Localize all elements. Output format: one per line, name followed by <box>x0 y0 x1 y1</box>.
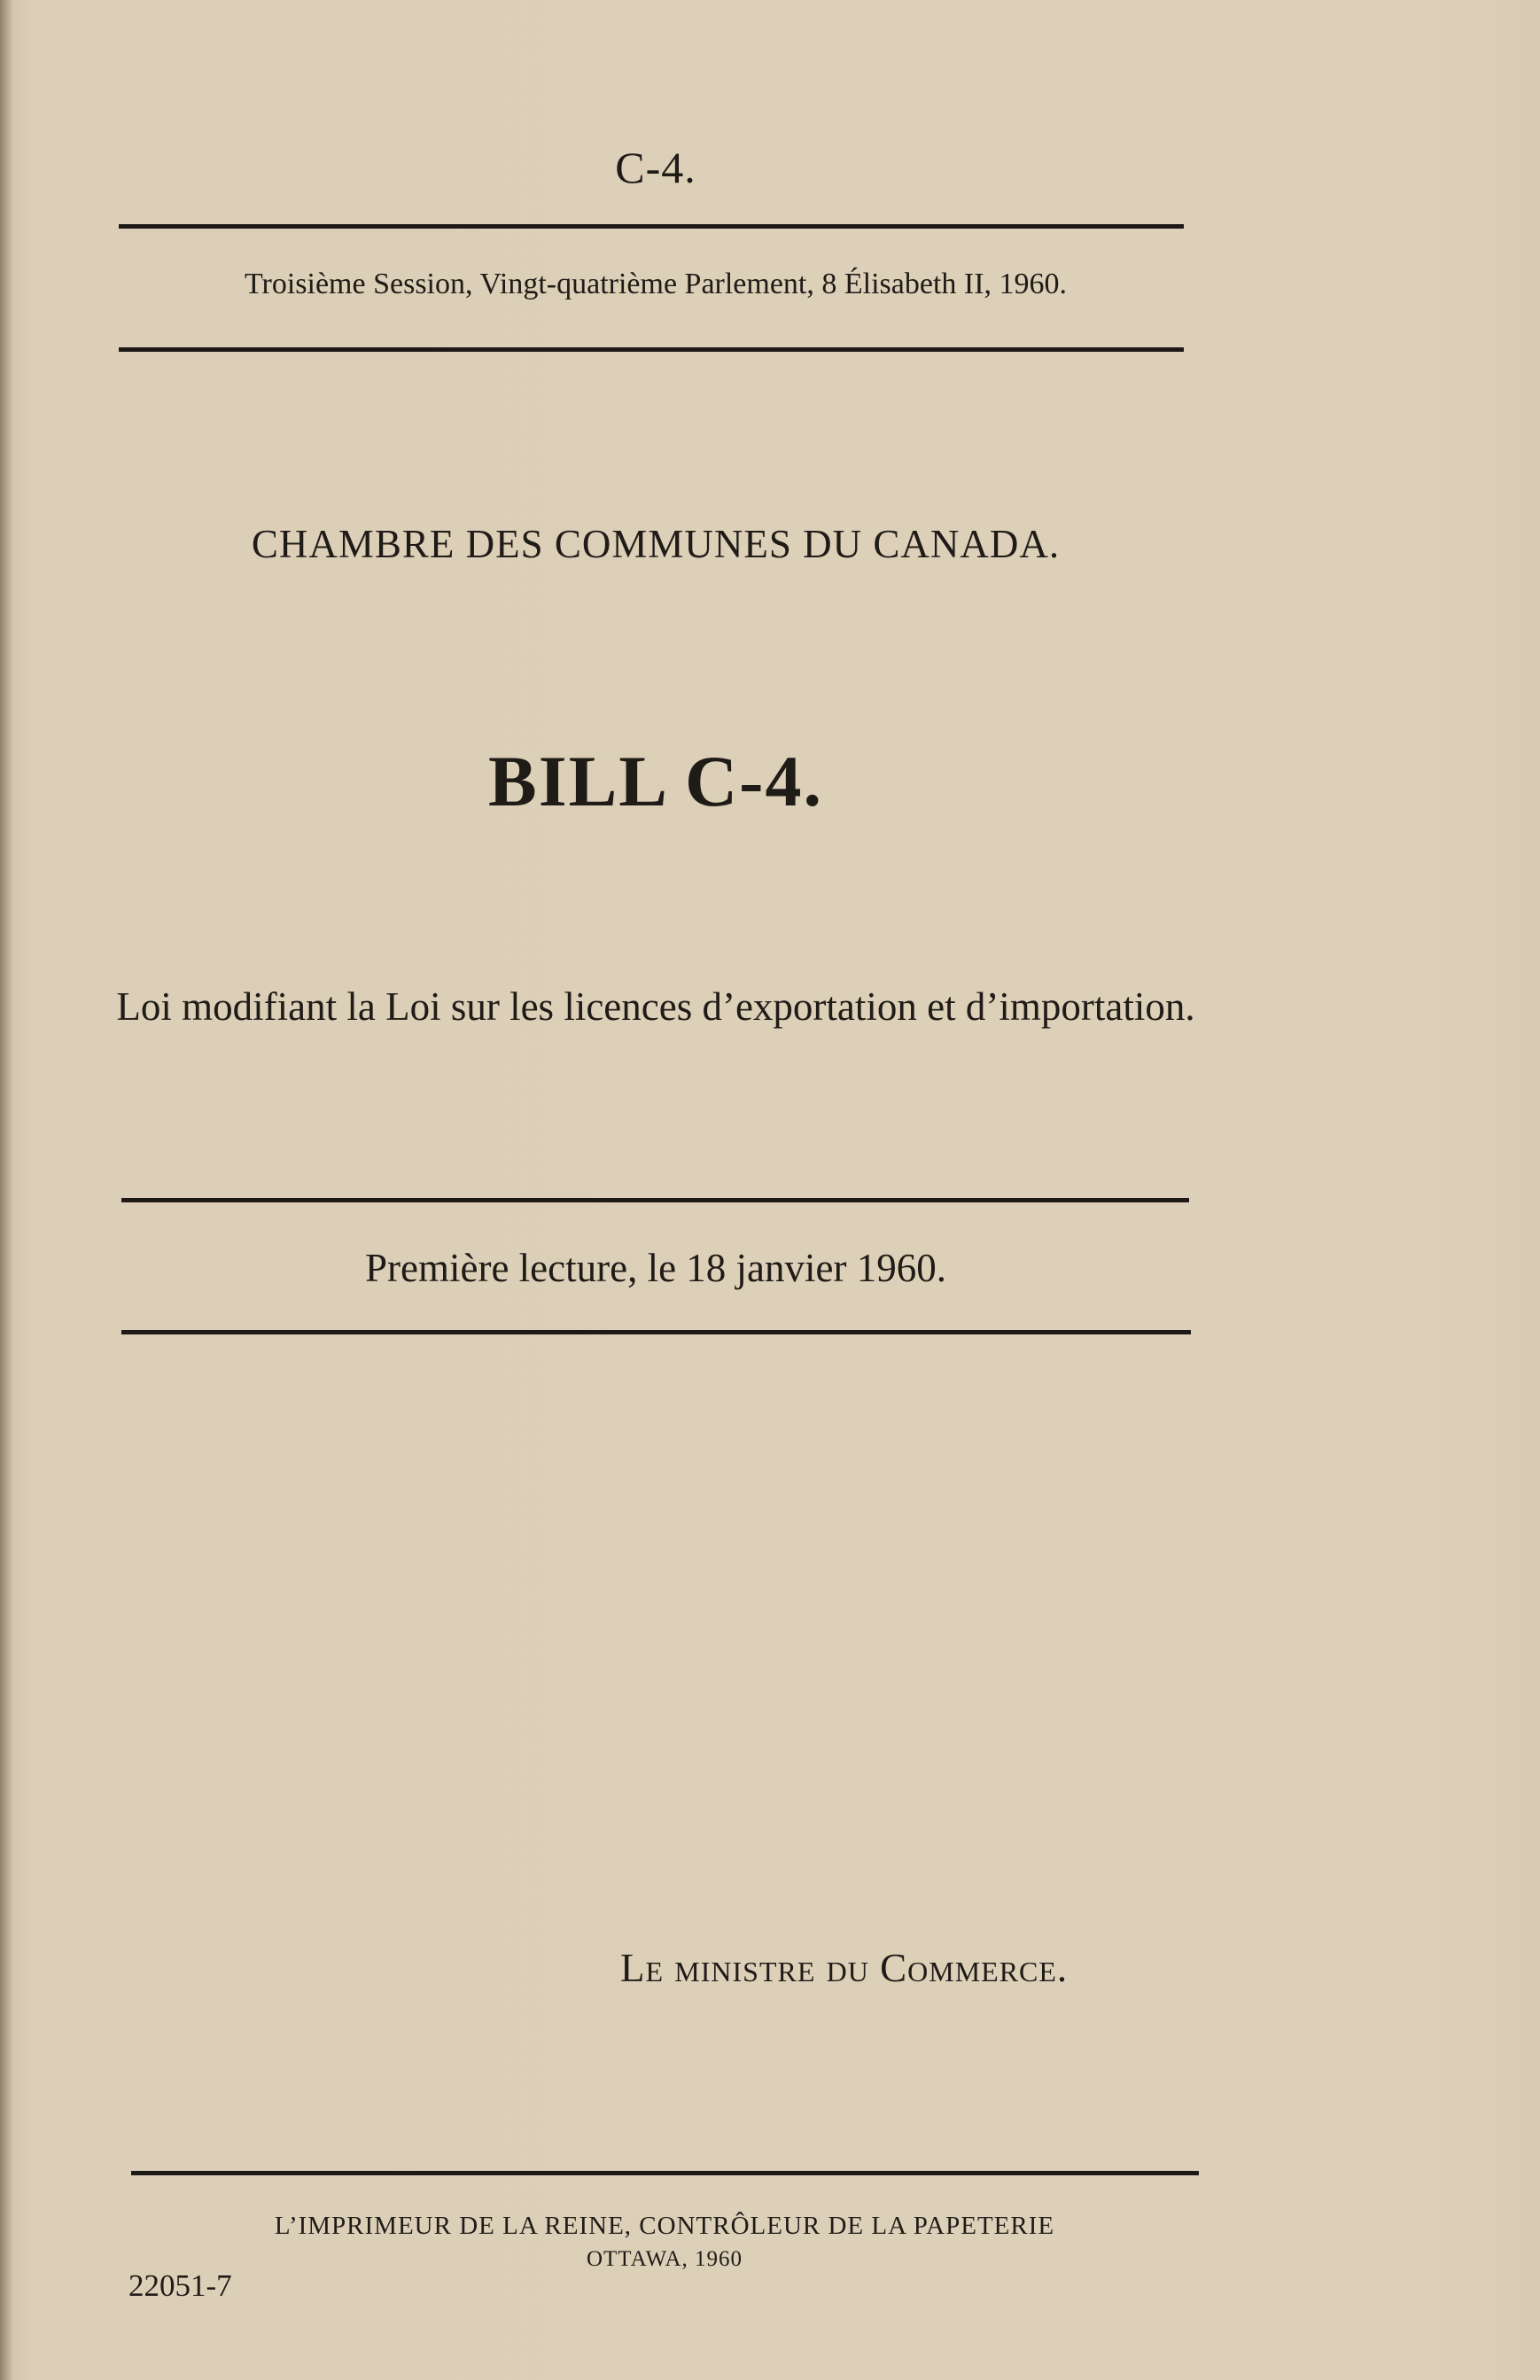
binding-edge <box>0 0 12 2380</box>
reading-bottom-rule <box>121 1330 1191 1334</box>
place-year: OTTAWA, 1960 <box>586 2247 743 2271</box>
printer-line: L’IMPRIMEUR DE LA REINE, CONTRÔLEUR DE LA PAPETERIE <box>274 2212 1055 2240</box>
top-rule <box>119 224 1184 229</box>
print-code: 22051-7 <box>128 2268 232 2303</box>
bill-description: Loi modifiant la Loi sur les licences d’exportation et d’importation. <box>116 984 1195 1029</box>
bill-title: BILL C-4. <box>488 741 823 821</box>
house-name: CHAMBRE DES COMMUNES DU CANADA. <box>251 522 1061 566</box>
footer-rule <box>131 2171 1199 2175</box>
first-reading-date: Première lecture, le 18 janvier 1960. <box>365 1246 946 1290</box>
session-line: Troisième Session, Vingt-quatrième Parlement, 8 Élisabeth II, 1960. <box>244 268 1068 300</box>
reading-top-rule <box>121 1198 1189 1202</box>
minister-signature: Le ministre du Commerce. <box>620 1946 1069 1990</box>
bill-number-header: C-4. <box>615 143 696 192</box>
session-rule <box>119 347 1184 352</box>
